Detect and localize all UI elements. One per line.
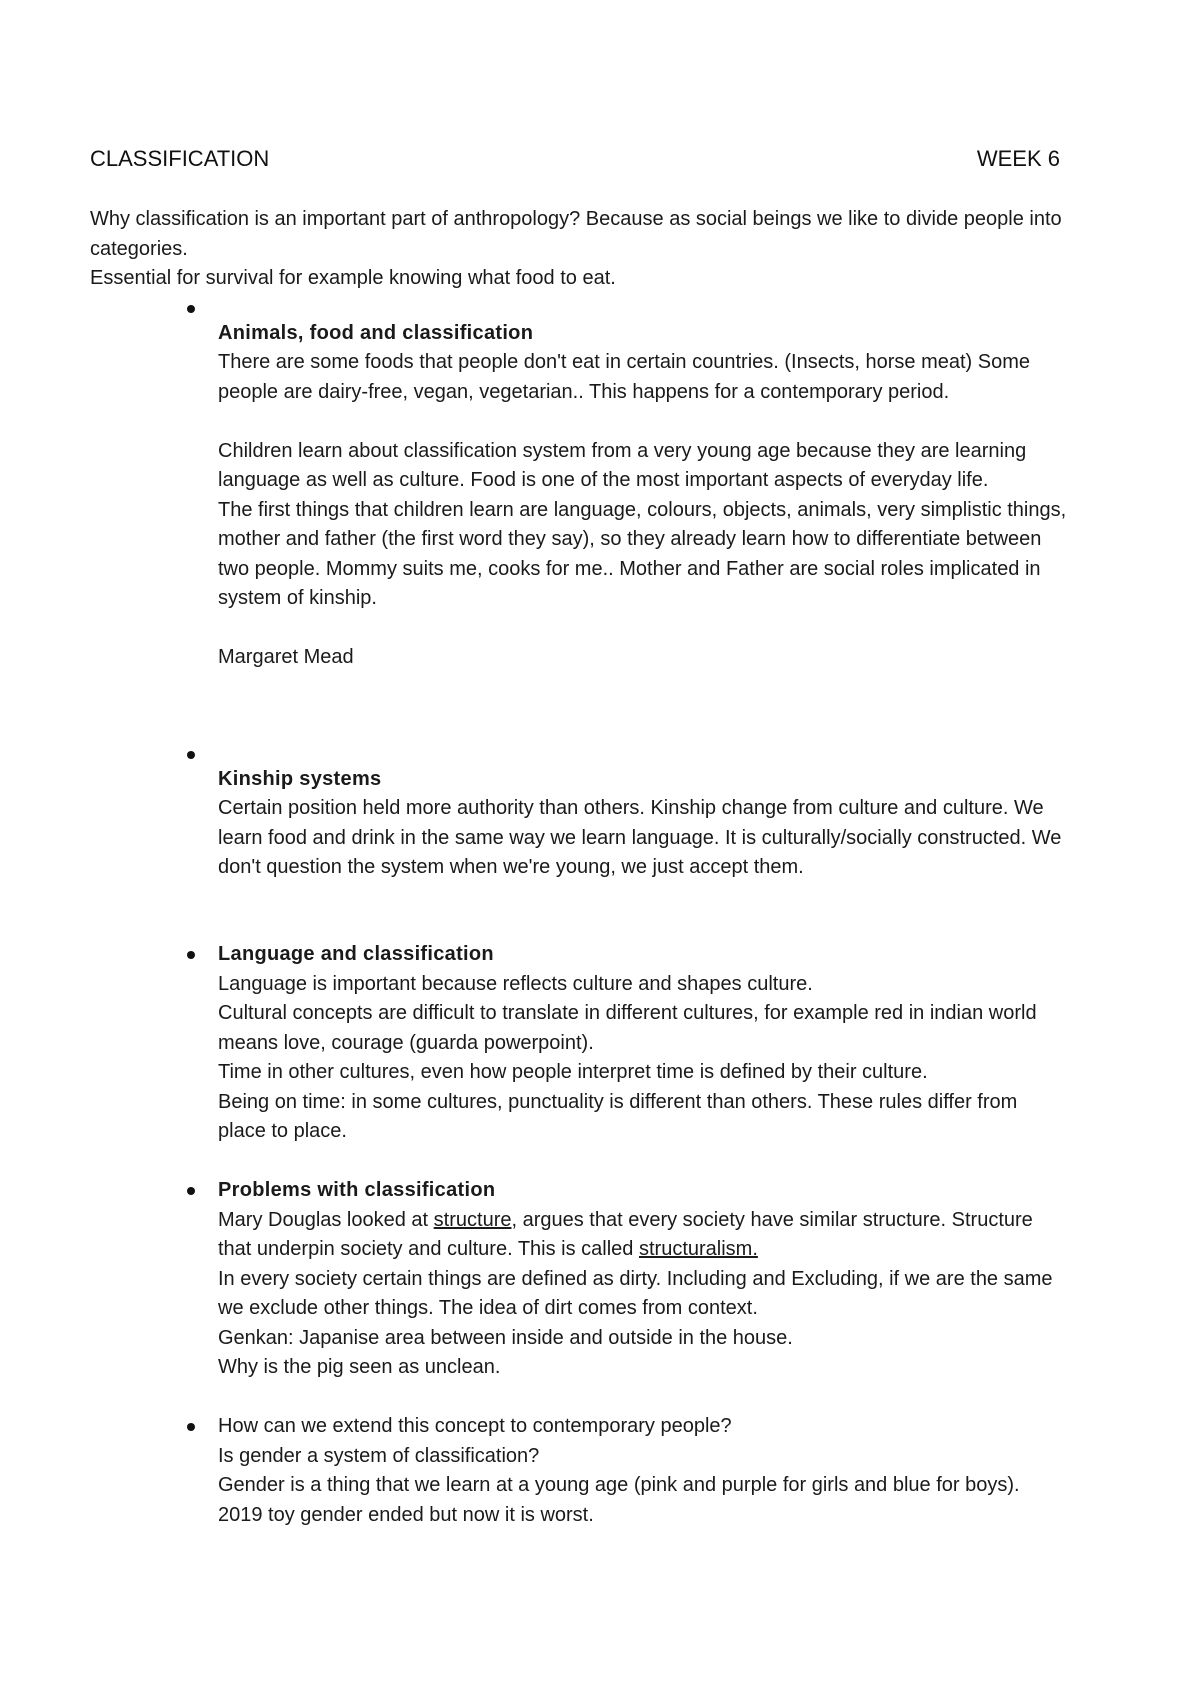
paragraph: Cultural concepts are difficult to translate in different cultures, for example red in indian world means love, courage (guarda powerpoint). bbox=[218, 1002, 1037, 1054]
list-item bbox=[218, 940, 1068, 1147]
document-title: CLASSIFICATION bbox=[90, 146, 270, 171]
text-run: , argues that every society have similar structure. Structure that underpin society and culture. This is called bbox=[218, 1208, 1033, 1260]
paragraph: Genkan: Japanise area between inside and outside in the house. bbox=[218, 1326, 793, 1349]
paragraph: 2019 toy gender ended but now it is worst. bbox=[218, 1503, 594, 1526]
paragraph: Children learn about classification system from a very young age because they are learning language as well as culture. Food is one of the most important aspects of everyday life. bbox=[218, 439, 1027, 491]
paragraph: In every society certain things are defined as dirty. Including and Excluding, if we are the same we exclude other things. The idea of dirt comes from context. bbox=[218, 1267, 1053, 1319]
underlined-term: structuralism. bbox=[638, 1238, 758, 1260]
week-label: WEEK 6 bbox=[976, 146, 1060, 171]
paragraph: The first things that children learn are language, colours, objects, animals, very simplistic things, mother and father (the first word they say), so they already learn how to differentiate between two people. Mommy suits me, cooks for me.. Mother and Father are social roles implicated in system of kinship. bbox=[218, 498, 1067, 609]
section-heading: Animals, food and classification bbox=[218, 321, 534, 344]
author-name: Margaret Mead bbox=[218, 646, 354, 668]
text-run: Mary Douglas looked at bbox=[218, 1208, 434, 1231]
paragraph: How can we extend this concept to contemporary people? bbox=[218, 1415, 732, 1437]
paragraph: Is gender a system of classification? bbox=[218, 1444, 540, 1467]
paragraph: Being on time: in some cultures, punctuality is different than others. These rules differ from place to place. bbox=[218, 1090, 1018, 1142]
intro-line: Essential for survival for example knowing what food to eat. bbox=[90, 267, 616, 289]
section-heading: Language and classification bbox=[218, 943, 494, 965]
paragraph: Time in other cultures, even how people interpret time is defined by their culture. bbox=[218, 1061, 928, 1083]
intro-line: Why classification is an important part of anthropology? Because as social beings we like to divide people into categories. bbox=[90, 208, 1062, 260]
paragraph: Gender is a thing that we learn at a young age (pink and purple for girls and blue for boys). bbox=[218, 1474, 1020, 1496]
paragraph bbox=[218, 1206, 1068, 1265]
intro bbox=[90, 205, 1070, 294]
bullet-icon bbox=[187, 1187, 195, 1195]
bullet-icon bbox=[187, 751, 195, 759]
paragraph: Language is important because reflects culture and shapes culture. bbox=[218, 972, 813, 995]
list-item bbox=[218, 1176, 1068, 1383]
list-item bbox=[218, 1412, 1068, 1530]
list-item bbox=[218, 289, 1068, 673]
section-heading: Kinship systems bbox=[218, 767, 382, 790]
list-item bbox=[218, 735, 1068, 883]
paragraph: Why is the pig seen as unclean. bbox=[218, 1356, 501, 1378]
section-heading: Problems with classification bbox=[218, 1179, 496, 1201]
document-header bbox=[90, 144, 1060, 174]
bullet-icon bbox=[187, 305, 195, 313]
underlined-term: structure bbox=[433, 1208, 512, 1231]
paragraph: There are some foods that people don't eat in certain countries. (Insects, horse meat) Some people are dairy-free, vegan, vegetarian.. This happens for a contemporary period. bbox=[218, 351, 1031, 403]
paragraph: Certain position held more authority than others. Kinship change from culture and culture. We learn food and drink in the same way we learn language. It is culturally/socially constructed. We don't question the system when we're young, we just accept them. bbox=[218, 797, 1062, 878]
bullet-icon bbox=[187, 951, 195, 959]
bullet-icon bbox=[187, 1423, 195, 1431]
